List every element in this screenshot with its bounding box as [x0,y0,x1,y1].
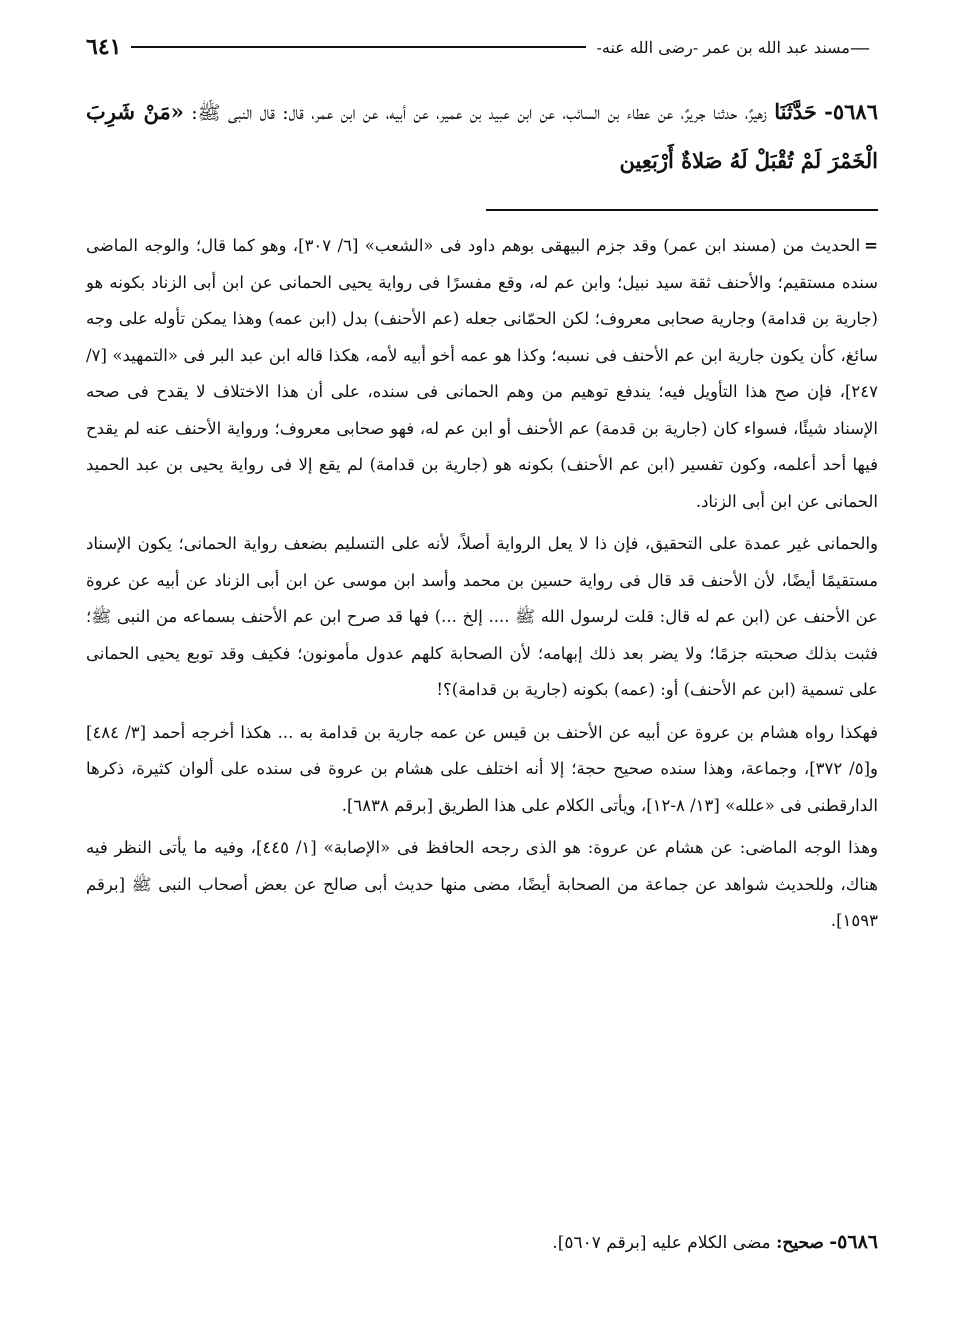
footnote-paragraph: وهذا الوجه الماضى: عن هشام عن عروة: هو الذى رجحه الحافظ فى «الإصابة» [١/ ٤٤٥]، وفيه ما يأتى النظر فيه هناك، وللحديث شواهد عن جماعة من الصحابة أيضًا، مضى منها حديث أبى صالح عن بعض أصحاب النبى ﷺ [برقم ١٥٩٣]. [86,838,878,930]
header-rule [131,46,586,48]
footnote-paragraph [86,228,878,520]
grade-note-text: مضى الكلام عليه [برقم ٥٦٠٧]. [552,1233,771,1253]
header-title: مسند عبد الله بن عمر -رضى الله عنه- [596,37,850,57]
grade-label: صحيح: [776,1233,824,1253]
hadith-narration: زهيرٌ، حدثنا جريرٌ، عن عطاء بن السائب، عن ابن عبيد بن عمير، عن أبيه، عن ابن عمر، قال: قال النبى ﷺ: [191,102,767,124]
footnote-paragraph: فهكذا رواه هشام بن عروة عن أبيه عن الأحنف بن قيس عن عمه جارية بن قدامة به ... هكذا أخرجه أحمد [٣/ ٤٨٤] و[٥/ ٣٧٢]، وجماعة، وهذا سنده صحيح حجة؛ إلا أنه اختلف على هشام بن عروة فى سنده على ألوان كثيرة، ذكرها الدارقطنى فى «علله» [١٣/ ٨-١٢]، ويأتى الكلام على هذا الطريق [برقم ٦٨٣٨]. [86,722,879,815]
running-header [86,30,878,64]
header-dash: — [850,35,870,59]
hadith-text [86,88,878,186]
hadith-quote: «مَنْ شَرِبَ الْخَمْرَ لَمْ تُقْبَلْ لَهُ صَلاةٌ أَرْبَعِين [86,99,878,173]
footnote-separator [486,209,878,211]
hadith-grade-note [552,1224,878,1261]
hadith-number: ٥٦٨٦- [824,99,878,124]
footnote-text: الحديث من (مسند ابن عمر) وقد جزم البيهقى بوهم داود فى «الشعب» [٦/ ٣٠٧]، وهو كما قال؛ والوجه الماضى سنده مستقيم؛ والأحنف ثقة سيد نبيل؛ وابن عم له، وقع مفسرًا فى رواية يحيى الحمانى عن ابن أبى الزناد بكونه هو (جارية بن قدامة) وجارية صحابى معروف؛ لكن الحمّانى جعله (عم الأحنف) بدل (ابن عمه) وهذا يمكن تأوله على وجه سائغ، كأن يكون جارية ابن عم الأحنف فى نسبه؛ وكذا هو عمه أخو أبيه لأمه، هكذا قاله ابن عبد البر فى «التمهيد» [٧/ ٢٤٧]، فإن صح هذا التأويل فيه؛ يندفع توهيم من وهم الحمانى فى سنده، على أن هذا الاختلاف لا يقدح فى صحه الإسناد شيئًا، فسواء كان (جارية بن قدمة) عم الأحنف أو ابن عم له، فهو صحابى معروف؛ ورواية الأحنف عنه لم يقدح فيها أحد أعلمه، وكون تفسير (ابن عم الأحنف) بكونه هو (جارية بن قدامة) لم يقع إلا فى رواية يحيى بن عبد الحميد الحمانى عن ابن أبى الزناد. [86,236,878,511]
grade-note-number: ٥٦٨٦- [829,1231,878,1253]
page-number: ٦٤١ [86,34,122,60]
footnotes [86,228,878,940]
footnote-paragraph: والحمانى غير عمدة على التحقيق، فإن ذا لا يعل الرواية أصلاً، لأنه على التسليم بضعف رواية الحمانى؛ يكون الإسناد مستقيمًا أيضًا، لأن الأحنف قد قال فى رواية حسين بن محمد وأسد ابن موسى عن ابن أبى الزناد عن أبيه عن عروة عن الأحنف عن (ابن عم له قال: قلت لرسول الله ﷺ .... إلخ ...) فها قد صرح ابن عم الأحنف بسماعه من النبى ﷺ؛ فثبت بذلك صحبته جزمًا؛ ولا يضر بعد ذلك إبهامه؛ لأن الصحابة كلهم عدول مأمونون؛ فكيف وقد توبع يحيى الحمانى على تسمية (ابن عم الأحنف) أو: (عمه) بكونه (جارية بن قدامة)؟! [86,534,878,699]
hadith-verb: حَدَّثَنَا [774,99,817,124]
continuation-marker: = [864,236,878,255]
